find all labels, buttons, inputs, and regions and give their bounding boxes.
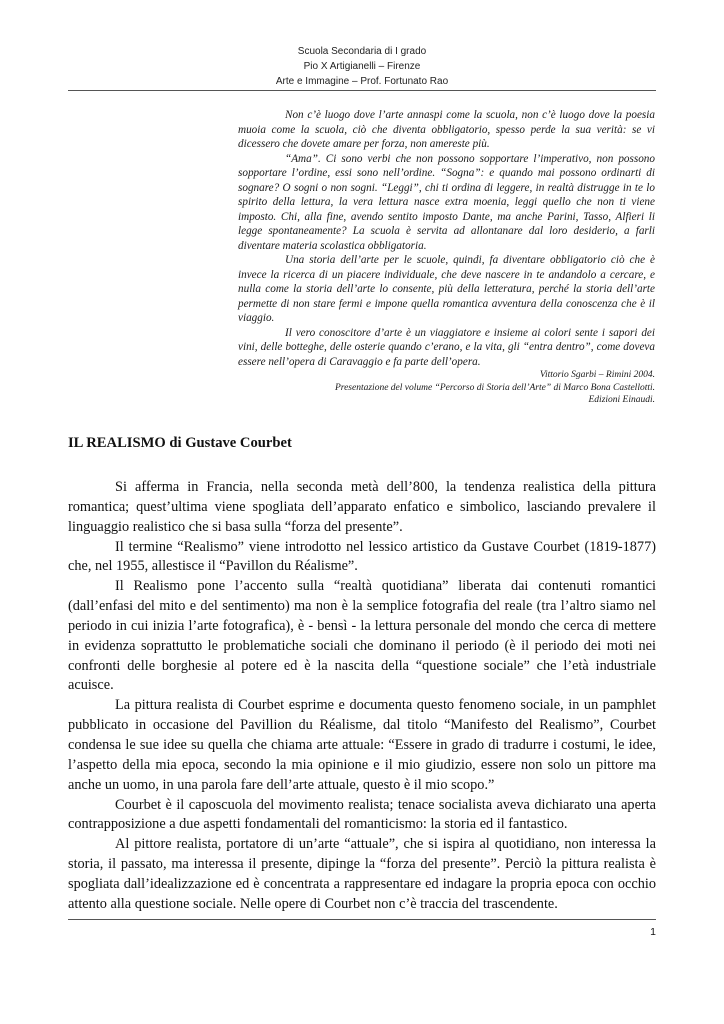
epigraph-quote [238, 108, 655, 407]
footer-divider [68, 919, 656, 920]
quote-paragraph: Una storia dell’arte per le scuole, quindi, fa diventare obbligatorio ciò che è invece la ricerca di un piacere individuale, che deve nascere in te andandolo a cercare, e nulla come la storia dell’arte lo consente, più della letteratura, perché la storia dell’arte permette di non stare fermi e impone quella romantica avventura della conoscenza che è il viaggio. [238, 254, 655, 324]
header-divider [68, 90, 656, 91]
body-paragraph: Si afferma in Francia, nella seconda metà dell’800, la tendenza realistica della pittura romantica; quest’ultima viene spogliata dell’apparato enfatico e simbolico, lasciando prevalere il linguaggio realistico che si basa sulla “forza del presente”. [68, 479, 656, 535]
header-institute-line: Pio X Artigianelli – Firenze [303, 61, 421, 72]
quote-source: Presentazione del volume “Percorso di Storia dell’Arte” di Marco Bona Castellotti. [334, 382, 655, 393]
body-paragraph: La pittura realista di Courbet esprime e documenta questo fenomeno sociale, in un pamphlet pubblicato in occasione del Pavillion du Réalisme, dal titolo “Manifesto del Realismo”, Courbet condensa le sue idee su quella che chiama arte attuale: “Essere in grado di tradurre i costumi, le idee, l’aspetto della mia epoca, secondo la mia opinione e il mio giudizio, essere non solo un pittore ma anche un uomo, in una parola fare dell’arte attuale, questo è il mio scopo.” [68, 697, 656, 793]
quote-author: Vittorio Sgarbi – Rimini 2004. [539, 370, 655, 380]
quote-paragraph: Il vero conoscitore d’arte è un viaggiatore e insieme ai colori sente i sapori dei vini, delle botteghe, delle osterie quando c’erano, e la vita, gli “entra dentro”, come doveva essere nell’opera di Caravaggio e fa parte dell’opera. [238, 326, 655, 368]
page-header [68, 44, 656, 89]
body-text [68, 478, 656, 915]
body-paragraph: Courbet è il caposcuola del movimento realista; tenace socialista aveva dichiarato una aperta contrapposizione a due aspetti fondamentali del romanticismo: la storia ed il fantastico. [68, 796, 656, 833]
body-paragraph: Al pittore realista, portatore di un’arte “attuale”, che si ispira al quotidiano, non interessa la storia, il passato, ma interessa il presente, dipinge la “forza del presente”. Perciò la pittura realista è spogliata dall’idealizzazione ed è concentrata a rappresentare ed indagare la propria epoca con occhio attento alla questione sociale. Nelle opere di Courbet non c’è traccia del trascendente. [68, 836, 656, 912]
body-paragraph: Il Realismo pone l’accento sulla “realtà quotidiana” liberata dai contenuti romantici (dall’enfasi del mito e del sentimento) ma non è la semplice fotografia del reale (tra l’altro siamo nel periodo in cui inizia l’arte fotografica), è - bensì - la lettura personale del mondo che cerca di mettere in evidenza soprattutto le problematiche sociali che dominano il periodo (è il periodo dei moti nei confronti delle borghesie al potere ed è la nascita della “questione sociale” che l’età industriale acuisce. [68, 578, 656, 694]
section-title: IL REALISMO di Gustave Courbet [68, 435, 292, 451]
quote-paragraph: Non c’è luogo dove l’arte annaspi come la scuola, non c’è luogo dove la poesia muoia come la scuola, ciò che diventa obbligatorio, spesso perde la sua verità: se vi dicessero che dovete amare per forza, non amereste più. [238, 109, 655, 150]
header-course-line: Arte e Immagine – Prof. Fortunato Rao [275, 76, 449, 87]
quote-publisher: Edizioni Einaudi. [588, 395, 655, 405]
page-number: 1 [650, 926, 656, 938]
quote-paragraph: “Ama”. Ci sono verbi che non possono sopportare l’imperativo, non possono sopportare l’ordine, essi sono nell’ordine. “Sogna”: e quando mai possono ordinarti di sognare? O sogni o non sogni. “Leggi”, chi ti ordina di leggere, in realtà distrugge in te lo spirito della lettura, la vera lettura nasce extra moenia, leggi quello che non ti viene imposto. Chi, alla fine, avendo sentito imposto Dante, ma anche Parini, Tasso, Alfieri li legge spontaneamente? La scuola è servita ad allontanare dal loro desiderio, a farli diventare materia scolastica obbligatoria. [238, 152, 655, 252]
header-school-line: Scuola Secondaria di I grado [297, 46, 427, 57]
body-paragraph: Il termine “Realismo” viene introdotto nel lessico artistico da Gustave Courbet (1819-1877) che, nel 1955, allestisce il “Pavillon du Réalisme”. [68, 538, 656, 575]
